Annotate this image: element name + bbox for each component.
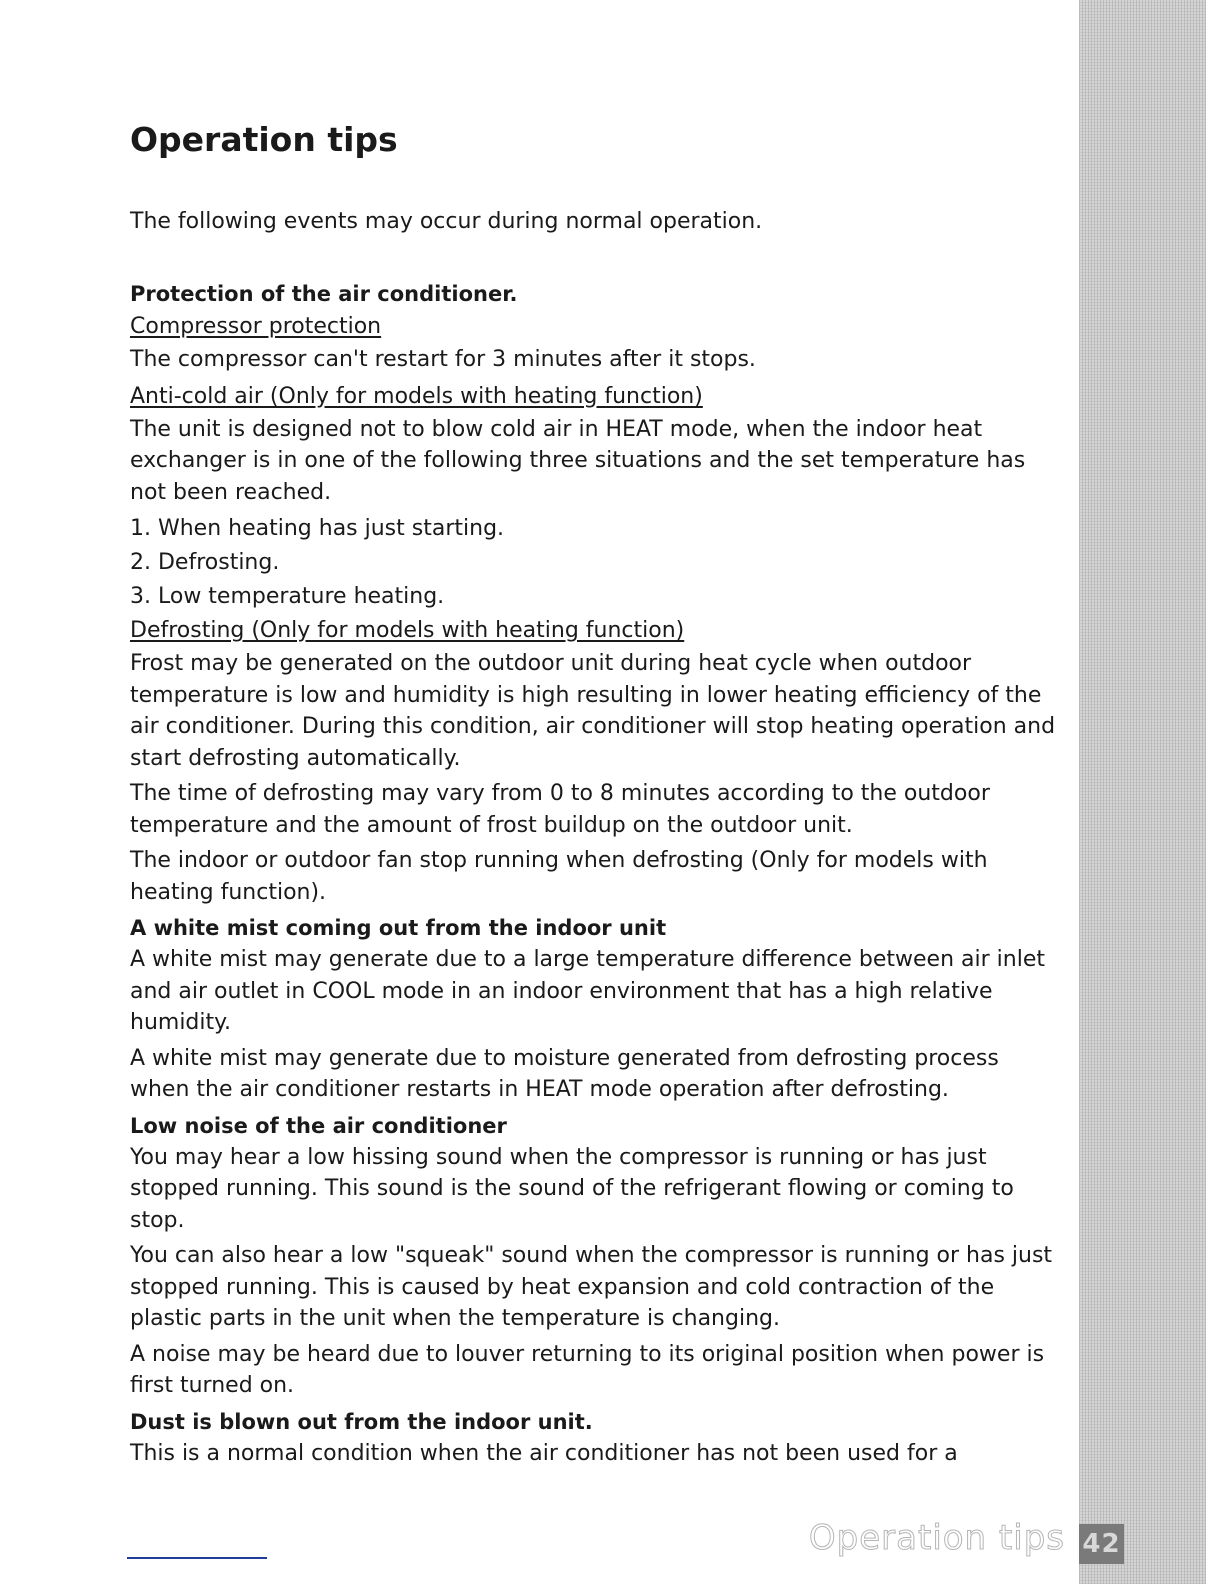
list-item: 3. Low temperature heating. bbox=[130, 584, 445, 609]
page-margin-strip bbox=[1206, 0, 1224, 1584]
subheading-compressor: Compressor protection bbox=[130, 314, 382, 339]
side-tab-strip bbox=[1079, 0, 1224, 1584]
section-title-protection: Protection of the air conditioner. bbox=[130, 282, 518, 306]
anticold-text: The unit is designed not to blow cold air in HEAT mode, when the indoor heat exchanger is in one of the following three situations and the set temperature has not been reached. bbox=[130, 416, 1026, 505]
noise-paragraph: You can also hear a low "squeak" sound when the compressor is running or has just stopped running. This is caused by heat expansion and cold contraction of the plastic parts in the unit when the temperature is changing. bbox=[130, 1243, 1053, 1331]
noise-paragraph: You may hear a low hissing sound when the compressor is running or has just stopped running. This sound is the sound of the refrigerant flowing or coming to stop. bbox=[130, 1144, 1014, 1233]
page-number: 42 bbox=[1082, 1529, 1121, 1559]
subheading-defrosting: Defrosting (Only for models with heating function) bbox=[130, 618, 685, 643]
subheading-anticold: Anti-cold air (Only for models with heating function) bbox=[130, 383, 703, 409]
defrost-paragraph: Frost may be generated on the outdoor unit during heat cycle when outdoor temperature is low and humidity is high resulting in lower heating efficiency of the air conditioner. During this condition, air conditioner will stop heating operation and start defrosting automatically. bbox=[130, 651, 1056, 771]
section-title-dust: Dust is blown out from the indoor unit. bbox=[130, 1409, 593, 1434]
page-number-box bbox=[1079, 1524, 1124, 1564]
compressor-text: The compressor can't restart for 3 minutes after it stops. bbox=[130, 347, 756, 372]
page-title: Operation tips bbox=[130, 120, 398, 159]
dust-paragraph: This is a normal condition when the air conditioner has not been used for a bbox=[130, 1440, 958, 1466]
defrost-paragraph: The indoor or outdoor fan stop running when defrosting (Only for models with heating function). bbox=[130, 848, 988, 905]
section-title-mist: A white mist coming out from the indoor unit bbox=[130, 916, 667, 940]
intro-text: The following events may occur during normal operation. bbox=[130, 209, 763, 234]
mist-paragraph: A white mist may generate due to moisture generated from defrosting process when the air conditioner restarts in HEAT mode operation after defrosting. bbox=[130, 1045, 999, 1102]
mist-paragraph: A white mist may generate due to a large temperature difference between air inlet and air outlet in COOL mode in an indoor environment that has a high relative humidity. bbox=[130, 947, 1045, 1035]
section-title-noise: Low noise of the air conditioner bbox=[130, 1113, 507, 1138]
list-item: 2. Defrosting. bbox=[130, 550, 280, 575]
noise-paragraph: A noise may be heard due to louver returning to its original position when power is first turned on. bbox=[130, 1341, 1045, 1398]
defrost-paragraph: The time of defrosting may vary from 0 to 8 minutes according to the outdoor temperature and the amount of frost buildup on the outdoor unit. bbox=[130, 781, 990, 838]
page-content bbox=[130, 112, 1060, 1473]
list-item: 1. When heating has just starting. bbox=[130, 516, 505, 541]
footer-section-title: Operation tips bbox=[808, 1518, 1065, 1558]
footer-rule bbox=[127, 1557, 267, 1559]
